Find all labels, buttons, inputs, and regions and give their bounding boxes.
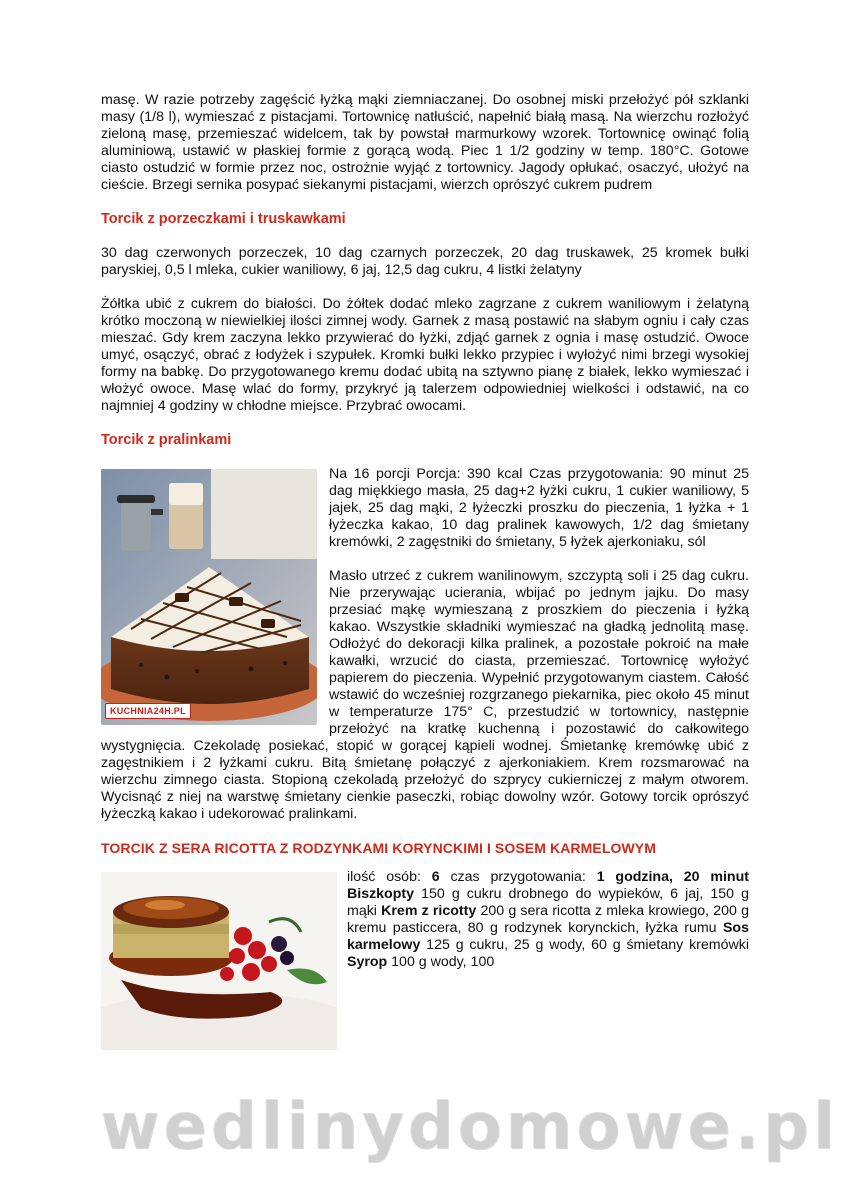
recipe-method-porzeczki: Żółtka ubić z cukrem do białości. Do żółtek dodać mleko zagrzane z cukrem waniliowym i żelatyną krótko moczoną w niewielkiej ilości zimnej wody. Garnek z masą postawić na słabym ogniu i cały czas mieszać. Gdy krem zaczyna lekko przywierać do łyżki, zdjąć garnek z ognia i masę ostudzić. Owoce umyć, osączyć, obrać z łodyżek i szypułek. Kromki bułki lekko przypiec i wyłożyć nimi brzegi wysokiej formy na babkę. Do przygotowanego kremu dodać ubitą na sztywno pianę z białek, lekko wymieszać i włożyć owoce. Masę wlać do formy, przykryć ją talerzem odpowiedniej wielkości i odstawić, na co najmniej 4 godziny w chłodne miejsce. Przybrać owocami. xyxy=(101,296,749,414)
ricotta-tart-illustration xyxy=(101,872,337,1050)
recipe-title-pralinki: Torcik z pralinkami xyxy=(101,432,232,448)
servings-label: ilość osób: xyxy=(347,869,432,885)
section-krem: Krem z ricotty xyxy=(381,903,477,919)
recipe-ingredients-porzeczki: 30 dag czerwonych porzeczek, 10 dag czarnych porzeczek, 20 dag truskawek, 25 kromek bułki paryskiej, 0,5 l mleka, cukier waniliowy, 6 jaj, 12,5 dag cukru, 4 listki żelatyny xyxy=(101,245,749,278)
sos-text: 125 g cukru, 25 g wody, 60 g śmietany kremówki xyxy=(420,937,749,953)
document-page xyxy=(101,92,749,1050)
cake-photo xyxy=(101,469,317,725)
section-sos: Sos karmelowy xyxy=(347,920,749,953)
recipe-title-ricotta: TORCIK Z SERA RICOTTA Z RODZYNKAMI KORYNCKIMI I SOSEM KARMELOWYM xyxy=(101,840,656,856)
time-label: czas przygotowania: xyxy=(439,869,597,885)
time-value: 1 godzina, 20 minut xyxy=(596,869,749,885)
servings-value: 6 xyxy=(431,869,440,885)
ricotta-photo xyxy=(101,872,337,1050)
intro-paragraph: masę. W razie potrzeby zagęścić łyżką mąki ziemniaczanej. Do osobnej miski przełożyć pół szklanki masy (1/8 l), wymieszać z pistacjami. Tortownicę natłuścić, napełnić białą masą. Na wierzchu rozłożyć zieloną masę, przemieszać widelcem, tak by powstał marmurkowy wzorek. Tortownicę owinąć folią aluminiową, ustawić w płaskiej formie z gorącą wodą. Piec 1 1/2 godziny w temp. 180°C. Gotowe ciasto ostudzić w formie przez noc, ostrożnie wyjąć z tortownicy. Jagody opłukać, osaczyć, ułożyć na cieście. Brzegi sernika posypać siekanymi pistacjami, wierzch oprószyć cukrem pudrem xyxy=(101,92,749,193)
section-biszkopty: Biszkopty xyxy=(347,886,415,902)
biszkopty-text: 150 g cukru drobnego do wypieków, 6 jaj, 150 g mąki xyxy=(347,886,749,919)
syrop-text: 100 g wody, 100 xyxy=(387,954,495,970)
kuchnia24h-logo: KUCHNIA24H.PL xyxy=(105,703,191,719)
pralinki-cake-illustration xyxy=(101,469,317,725)
site-watermark: wedlinydomowe.pl xyxy=(100,1090,839,1164)
recipe-method-pralinki: Masło utrzeć z cukrem wanilinowym, szczyptą soli i 25 dag cukru. Nie przerywając ucierania, wbijać po jednym jajku. Do masy przesiać mąkę wymieszaną z proszkiem do pieczenia i łyżką kakao. Wszystkie składniki wymieszać na gładką jednolitą masę. Odłożyć do dekoracji kilka pralinek, a pozostałe pokroić na małe kawałki, wrzucić do ciasta, przemieszać. Tortownicę wyłożyć papierem do pieczenia. Wypełnić przygotowanym ciastem. Całość wstawić do wcześniej rozgrzanego piekarnika, piec około 45 minut w temperaturze 175° C, przestudzić w tortownicy, następnie przełożyć na kratkę kuchenną i pozostawić do całkowitego wystygnięcia. Czekoladę posiekać, stopić w gorącej kąpieli wodnej. Śmietankę kremówkę ubić z zagęstnikiem i 2 łyżkami cukru. Bitą śmietanę połączyć z ajerkoniakiem. Krem rozsmarować na wierzchu zimnego ciasta. Stopioną czekoladą przełożyć do szprycy cukierniczej z małym otworem. Wycisnąć z niej na warstwę śmietany cienkie paseczki, robiąc dowolny wzór. Gotowy torcik oprószyć łyżeczką kakao i udekorować pralinkami. xyxy=(101,568,749,822)
krem-text: 200 g sera ricotta z mleka krowiego, 200 g kremu pasticcera, 80 g rodzynek korynckich, łyżka rumu xyxy=(347,903,749,936)
section-syrop: Syrop xyxy=(347,954,388,970)
recipe-title-porzeczki: Torcik z porzeczkami i truskawkami xyxy=(101,211,346,227)
recipe-ingredients-pralinki: Na 16 porcji Porcja: 390 kcal Czas przygotowania: 90 minut 25 dag miękkiego masła, 25 dag+2 łyżki cukru, 1 cukier waniliowy, 5 jajek, 25 dag mąki, 2 łyżeczki proszku do pieczenia, 1 łyżka + 1 łyżeczka kakao, 10 dag pralinek kawowych, 1/2 dag śmietany kremówki, 2 zagęstniki do śmietany, 5 łyżek ajerkoniaku, sól xyxy=(329,466,749,550)
